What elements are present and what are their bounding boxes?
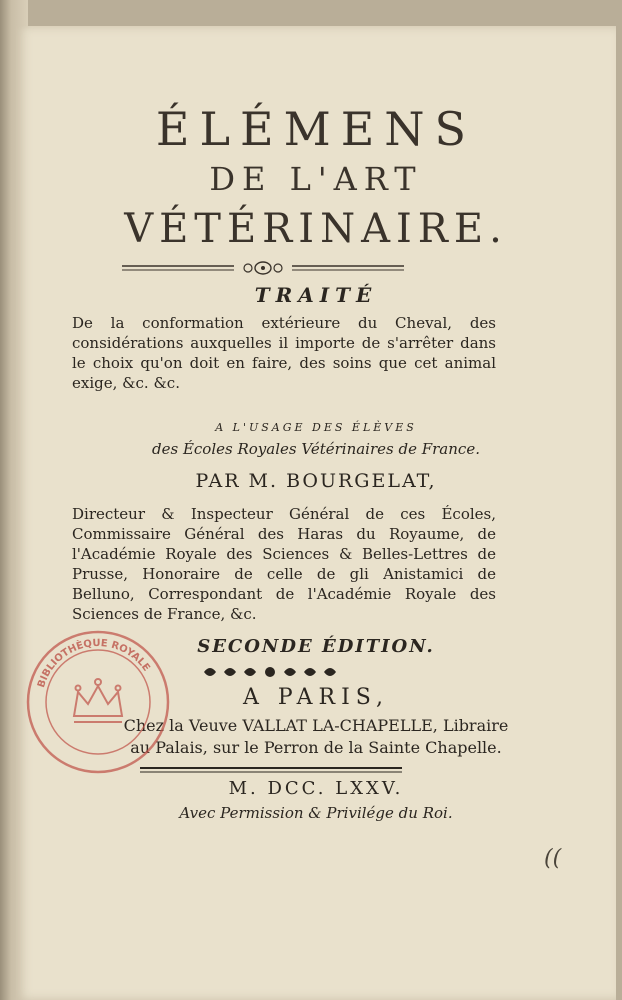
stamp-text: BIBLIOTHÈQUE ROYALE bbox=[36, 637, 152, 690]
author-titles: Directeur & Inspecteur Général de ces Écoles, Commissaire Général des Haras du Royaume, de l'Académie Royale des Sciences & Belles-Lettres de Prusse, Honoraire de celle de gli Anistamici de Belluno, Correspondant de l'Académie Royale des Sciences de France, &c. bbox=[72, 505, 496, 623]
library-stamp bbox=[22, 626, 174, 778]
author-name: PAR M. BOURGELAT, bbox=[195, 470, 437, 492]
title-line-1: ÉLÉMENS bbox=[155, 102, 477, 156]
royal-permission: Avec Permission & Privilége du Roi. bbox=[179, 804, 453, 822]
edition-label: SECONDE ÉDITION. bbox=[197, 636, 435, 657]
imprint-address: au Palais, sur le Perron de la Sainte Chapelle. bbox=[130, 738, 502, 757]
description-paragraph: De la conformation extérieure du Cheval, des considérations auxquelles il importe de s'arrêter dans le choix qu'on doit en faire, des soins que cet animal exige, &c. &c. bbox=[72, 314, 496, 392]
title-line-2: DE L'ART bbox=[209, 160, 423, 198]
imprint-publisher: Chez la Veuve VALLAT LA-CHAPELLE, Libraire bbox=[123, 716, 509, 735]
schools-line: des Écoles Royales Vétérinaires de France. bbox=[152, 440, 480, 458]
pencil-annotation: (( bbox=[544, 846, 562, 871]
crown-icon bbox=[74, 679, 122, 722]
usage-line: A L'USAGE DES ÉLÈVES bbox=[215, 421, 417, 434]
floral-ornament bbox=[194, 662, 346, 682]
imprint-city: A PARIS, bbox=[242, 685, 390, 710]
title-line-3: VÉTÉRINAIRE. bbox=[124, 206, 508, 252]
publication-date: M. DCC. LXXV. bbox=[228, 778, 404, 799]
title-page bbox=[16, 26, 616, 1000]
ornamental-rule bbox=[122, 261, 404, 275]
double-rule bbox=[140, 766, 402, 774]
subtitle-traite: TRAITÉ bbox=[254, 283, 378, 307]
